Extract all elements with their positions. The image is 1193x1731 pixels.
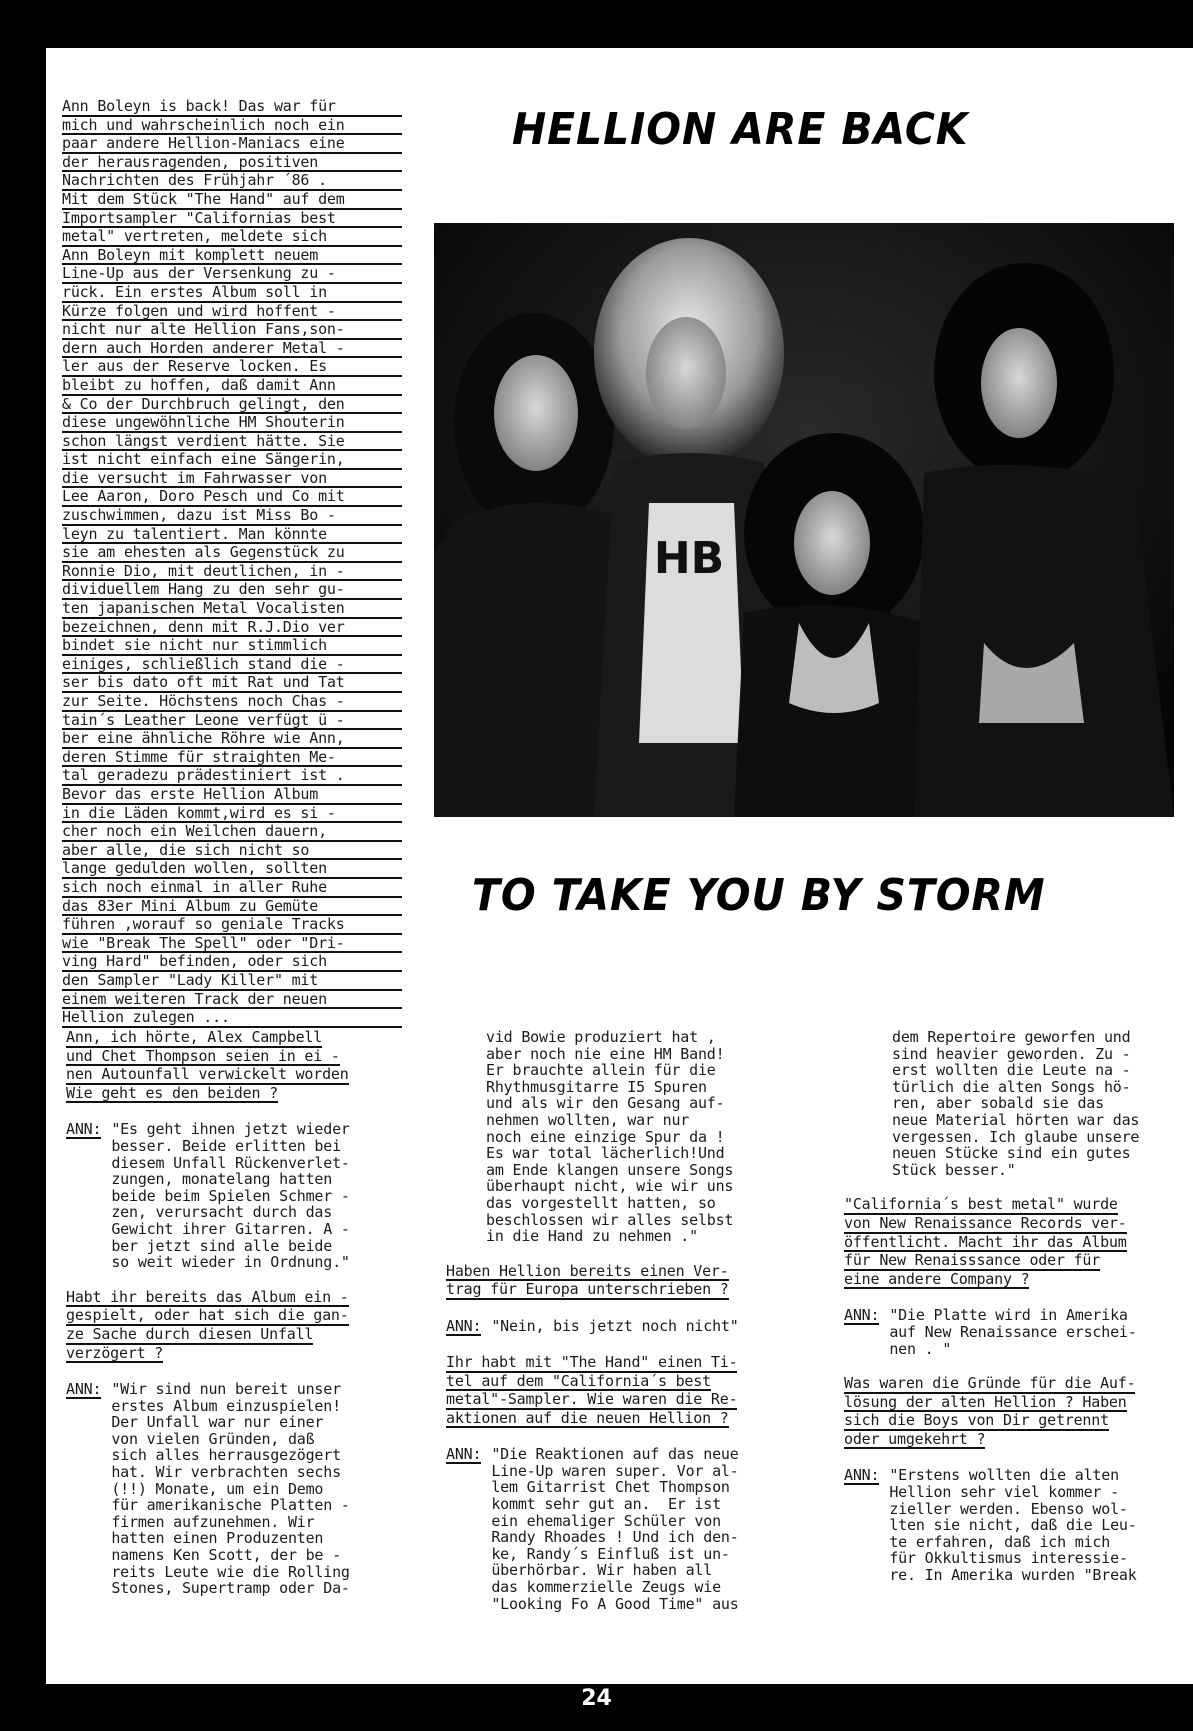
question-line: lösung der alten Hellion ? Haben [844,1392,1127,1411]
intro-line: das 83er Mini Album zu Gemüte [62,898,402,917]
question-4 [446,1354,776,1428]
question-line: und Chet Thompson seien in ei - [66,1046,340,1065]
answer-line: Er brauchte allein für die [486,1061,716,1080]
question-line: Ann, ich hörte, Alex Campbell [66,1028,323,1046]
intro-line: diese ungewöhnliche HM Shouterin [62,414,402,433]
answer-label: ANN: [844,1466,880,1485]
answer-3 [446,1318,776,1336]
question-2 [66,1289,396,1363]
answer-line: vergessen. Ich glaube unsere [892,1127,1140,1146]
answer-label: ANN: [844,1306,880,1325]
answer-line: Hellion sehr viel kommer - [889,1483,1119,1502]
answer-line: sind heavier geworden. Zu - [892,1044,1131,1063]
answer-line: erstes Album einzuspielen! [111,1396,341,1415]
headline-bottom: TO TAKE YOU BY STORM [472,870,1046,921]
answer-line: Rhythmusgitarre I5 Spuren [486,1077,707,1096]
intro-line: sich noch einmal in aller Ruhe [62,879,402,898]
answer-line: noch eine einzige Spur da ! [486,1127,725,1146]
question-line: trag für Europa unterschrieben ? [446,1280,729,1299]
answer-line: hat. Wir verbrachten sechs [111,1463,341,1482]
question-line: verzögert ? [66,1343,164,1362]
answer-line: das vorgestellt hatten, so [486,1193,716,1212]
intro-line: Ann Boleyn mit komplett neuem [62,247,402,266]
answer-line: "Erstens wollten die alten [889,1466,1119,1485]
intro-line: mich und wahrscheinlich noch ein [62,117,402,136]
answer-line: am Ende klangen unsere Songs [486,1160,734,1179]
answer-line: reits Leute wie die Rolling [111,1562,350,1581]
answer-line: neue Material hörten war das [892,1110,1140,1129]
answer-line: nen . " [889,1339,952,1358]
answer-line: Stones, Supertramp oder Da- [111,1579,350,1598]
answer-continuation [486,1029,776,1245]
answer-line: türlich die alten Songs hö- [892,1077,1131,1096]
intro-line: den Sampler "Lady Killer" mit [62,972,402,991]
intro-line: ber eine ähnliche Röhre wie Ann, [62,730,402,749]
intro-line: einem weiteren Track der neuen [62,991,402,1010]
headline-top: HELLION ARE BACK [512,104,969,155]
intro-line: ser bis dato oft mit Rat und Tat [62,674,402,693]
answer-line: "Wir sind nun bereit unser [111,1380,341,1399]
answer-line: für amerikanische Platten - [111,1496,350,1515]
answer-line: für Okkultismus interessie- [889,1549,1128,1568]
answer-line: nehmen wollten, war nur [486,1110,690,1129]
answer-6 [844,1467,1174,1583]
answer-line: auf New Renaissance erschei- [889,1322,1137,1341]
answer-continuation [892,1029,1174,1178]
intro-line: zur Seite. Höchstens noch Chas - [62,693,402,712]
answer-line: beschlossen wir alles selbst [486,1210,734,1229]
intro-line: einiges, schließlich stand die - [62,656,402,675]
intro-line: ving Hard" befinden, oder sich [62,953,402,972]
intro-line: Ronnie Dio, mit deutlichen, in - [62,563,402,582]
intro-line: bleibt zu hoffen, daß damit Ann [62,377,402,396]
question-line: ze Sache durch diesen Unfall [66,1324,314,1343]
intro-line: ist nicht einfach eine Sängerin, [62,451,402,470]
intro-line: bezeichnen, denn mit R.J.Dio ver [62,619,402,638]
intro-line: aber alle, die sich nicht so [62,842,402,861]
answer-line: erst wollten die Leute na - [892,1061,1131,1080]
intro-line: die versucht im Fahrwasser von [62,470,402,489]
intro-line: Ann Boleyn is back! Das war für [62,98,402,117]
intro-line: & Co der Durchbruch gelingt, den [62,396,402,415]
answer-line: kommt sehr gut an. Er ist [491,1495,721,1514]
interview-column-2 [446,1029,776,1630]
question-5 [844,1196,1174,1289]
answer-line: Es war total lächerlich!Und [486,1144,725,1163]
answer-line: und als wir den Gesang auf- [486,1094,725,1113]
answer-line: vid Bowie produziert hat , [486,1028,716,1046]
answer-line: zen, verursacht durch das [111,1203,333,1222]
answer-line: "Es geht ihnen jetzt wieder [111,1120,350,1139]
answer-line: Der Unfall war nur einer [111,1413,324,1432]
question-line: metal"-Sampler. Wie waren die Re- [446,1390,738,1409]
question-3 [446,1263,776,1300]
intro-line: der herausragenden, positiven [62,154,402,173]
band-member-woman [734,433,934,817]
question-line: Haben Hellion bereits einen Ver- [446,1261,729,1280]
magazine-page [46,48,1193,1684]
answer-line: beide beim Spielen Schmer - [111,1186,350,1205]
question-line: öffentlicht. Macht ihr das Album [844,1232,1127,1251]
answer-line: namens Ken Scott, der be - [111,1546,341,1565]
question-line: Wie geht es den beiden ? [66,1083,278,1102]
answer-line: Stück besser." [892,1160,1016,1179]
answer-label: ANN: [66,1380,102,1399]
answer-line: in die Hand zu nehmen ." [486,1227,698,1246]
answer-label: ANN: [446,1445,482,1464]
intro-line: Bevor das erste Hellion Album [62,786,402,805]
intro-line: Lee Aaron, Doro Pesch und Co mit [62,488,402,507]
question-1 [66,1029,396,1103]
intro-line: Hellion zulegen ... [62,1009,402,1028]
answer-line: diesem Unfall Rückenverlet- [111,1153,350,1172]
page-number: 24 [581,1686,612,1711]
intro-line: leyn zu talentiert. Man könnte [62,526,402,545]
answer-line: überhaupt nicht, wie wir uns [486,1177,734,1196]
question-line: von New Renaissance Records ver- [844,1213,1127,1232]
intro-line: metal" vertreten, meldete sich [62,228,402,247]
question-line: gespielt, oder hat sich die gan- [66,1306,349,1325]
answer-label: ANN: [446,1316,482,1335]
intro-line: paar andere Hellion-Maniacs eine [62,135,402,154]
intro-line: Mit dem Stück "The Hand" auf dem [62,191,402,210]
answer-line: das kommerzielle Zeugs wie [491,1578,721,1597]
answer-line: "Die Reaktionen auf das neue [491,1445,739,1464]
answer-line: zieller werden. Ebenso wol- [889,1499,1128,1518]
answer-line: von vielen Gründen, daß [111,1429,315,1448]
question-6 [844,1375,1174,1449]
question-line: aktionen auf die neuen Hellion ? [446,1408,729,1427]
intro-line: Nachrichten des Frühjahr ´86 . [62,172,402,191]
intro-line: zuschwimmen, dazu ist Miss Bo - [62,507,402,526]
answer-line: ren, aber sobald sie das [892,1094,1104,1113]
answer-2 [66,1381,396,1597]
answer-line: zungen, monatelang hatten [111,1170,333,1189]
intro-line: Kürze folgen und wird hoffent - [62,303,402,322]
answer-line: "Looking Fo A Good Time" aus [491,1594,739,1613]
intro-line: Line-Up aus der Versenkung zu - [62,265,402,284]
answer-line: neuen Stücke sind ein gutes [892,1144,1131,1163]
intro-line: in die Läden kommt,wird es si - [62,805,402,824]
intro-line: bindet sie nicht nur stimmlich [62,637,402,656]
answer-line: so weit wieder in Ordnung." [111,1253,350,1272]
question-line: für New Renaisssance oder für [844,1251,1101,1270]
intro-line: führen ,worauf so geniale Tracks [62,916,402,935]
question-line: oder umgekehrt ? [844,1429,986,1448]
intro-line: dern auch Horden anderer Metal - [62,340,402,359]
answer-line: re. In Amerika wurden "Break [889,1566,1137,1585]
intro-line: tain´s Leather Leone verfügt ü - [62,712,402,731]
intro-line: Importsampler "Californias best [62,210,402,229]
answer-line: dem Repertoire geworfen und [892,1028,1131,1046]
intro-line: sie am ehesten als Gegenstück zu [62,544,402,563]
question-line: nen Autounfall verwickelt worden [66,1065,349,1084]
question-line: sich die Boys von Dir getrennt [844,1411,1109,1430]
intro-line: deren Stimme für straighten Me- [62,749,402,768]
question-line: tel auf dem "California´s best [446,1371,711,1390]
intro-line: schon längst verdient hätte. Sie [62,433,402,452]
answer-line: überhörbar. Wir haben all [491,1561,713,1580]
answer-5 [844,1307,1174,1357]
answer-1 [66,1121,396,1270]
intro-line: cher noch ein Weilchen dauern, [62,823,402,842]
question-line: "California´s best metal" wurde [844,1195,1118,1214]
answer-line: "Nein, bis jetzt noch nicht" [491,1316,739,1335]
intro-line: rück. Ein erstes Album soll in [62,284,402,303]
intro-line: nicht nur alte Hellion Fans,son- [62,321,402,340]
band-photo [434,223,1174,817]
answer-line: lten sie nicht, daß die Leu- [889,1516,1137,1535]
intro-line: wie "Break The Spell" oder "Dri- [62,935,402,954]
answer-line: ber jetzt sind alle beide [111,1236,333,1255]
answer-line: te erfahren, daß ich mich [889,1532,1111,1551]
intro-line: ten japanischen Metal Vocalisten [62,600,402,619]
answer-label: ANN: [66,1120,102,1139]
answer-line: lem Gitarrist Chet Thompson [491,1478,730,1497]
interview-column-3 [844,1029,1174,1602]
intro-line: lange gedulden wollen, sollten [62,860,402,879]
question-line: eine andere Company ? [844,1269,1030,1288]
answer-line: hatten einen Produzenten [111,1529,324,1548]
answer-line: Randy Rhoades ! Und ich den- [491,1528,739,1547]
answer-line: ein ehemaliger Schüler von [491,1511,721,1530]
answer-line: besser. Beide erlitten bei [111,1136,341,1155]
answer-line: "Die Platte wird in Amerika [889,1306,1128,1325]
question-line: Was waren die Gründe für die Auf- [844,1374,1136,1393]
intro-text [62,98,406,1028]
intro-line: ler aus der Reserve locken. Es [62,358,402,377]
intro-line: dividuellem Hang zu den sehr gu- [62,581,402,600]
answer-line: (!!) Monate, um ein Demo [111,1479,324,1498]
interview-column-1 [66,1029,396,1615]
answer-line: Line-Up waren super. Vor al- [491,1461,739,1480]
answer-line: firmen aufzunehmen. Wir [111,1512,315,1531]
intro-line: tal geradezu prädestiniert ist . [62,767,402,786]
answer-line: sich alles herrausgezögert [111,1446,341,1465]
answer-line: Gewicht ihrer Gitarren. A - [111,1219,350,1238]
answer-4 [446,1446,776,1612]
question-line: Ihr habt mit "The Hand" einen Ti- [446,1352,738,1371]
question-line: Habt ihr bereits das Album ein - [66,1287,349,1306]
answer-line: ke, Randy´s Einfluß ist un- [491,1544,730,1563]
answer-line: aber noch nie eine HM Band! [486,1044,725,1063]
shirt-logo: HB [653,533,725,584]
